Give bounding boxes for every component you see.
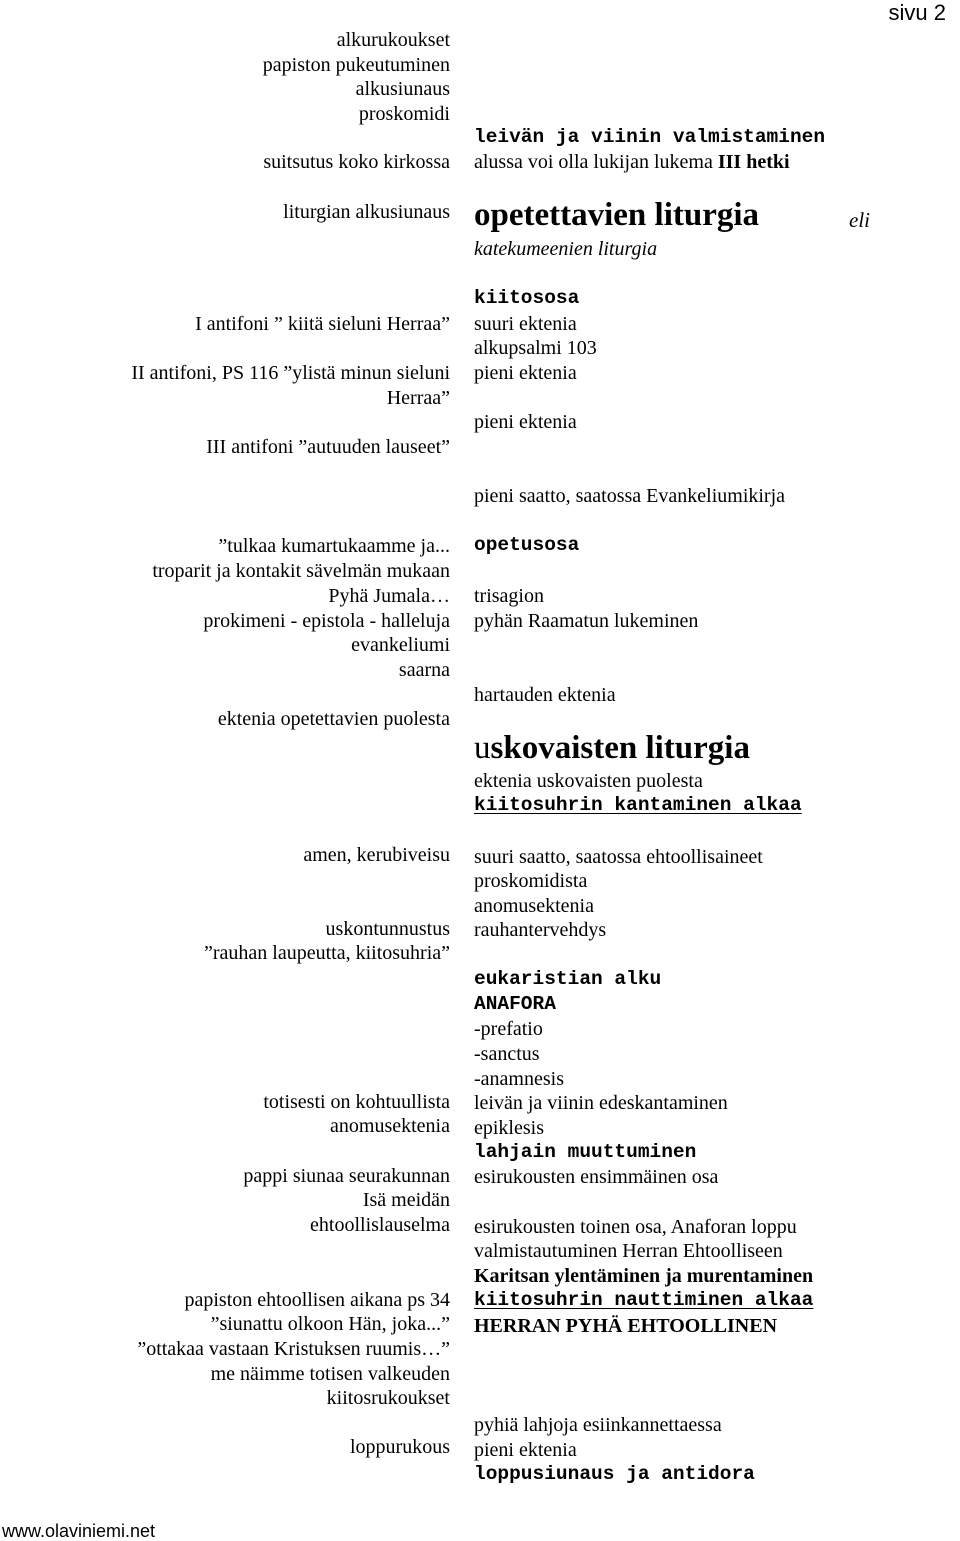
- herran-heading: HERRAN PYHÄ EHTOOLLINEN: [474, 1315, 778, 1337]
- left-item: me näimme totisen valkeuden: [210, 1363, 450, 1385]
- left-item: papiston pukeutuminen: [262, 54, 450, 76]
- right-item: suuri ektenia: [474, 313, 577, 335]
- left-item: suitsutus koko kirkossa: [263, 151, 450, 173]
- left-item: I antifoni ” kiitä sieluni Herraa”: [195, 313, 450, 335]
- right-item: alkupsalmi 103: [474, 337, 597, 359]
- right-item: pyhiä lahjoja esiinkannettaessa: [474, 1414, 722, 1436]
- right-item: proskomidista: [474, 870, 588, 892]
- left-item: loppurukous: [350, 1436, 450, 1458]
- kiitosuhrin-alkaa: kiitosuhrin kantaminen alkaa: [474, 794, 802, 816]
- left-item: Herraa”: [386, 387, 450, 409]
- left-item: ektenia opetettavien puolesta: [217, 708, 450, 730]
- left-item: kiitosrukoukset: [326, 1387, 450, 1409]
- eukaristian-heading: eukaristian alku: [474, 968, 662, 990]
- right-item: hartauden ektenia: [474, 684, 616, 706]
- left-item: ”siunattu olkoon Hän, joka...”: [210, 1313, 450, 1335]
- right-item: suuri saatto, saatossa ehtoollisaineet: [474, 846, 763, 868]
- muuttuminen-heading: lahjain muuttuminen: [474, 1141, 697, 1163]
- left-item: papiston ehtoollisen aikana ps 34: [184, 1289, 450, 1311]
- page-number: sivu 2: [888, 0, 946, 25]
- left-item: amen, kerubiveisu: [303, 844, 450, 866]
- karitsan-heading: Karitsan ylentäminen ja murentaminen: [474, 1265, 814, 1287]
- eli-label: eli: [849, 208, 870, 232]
- prep-note-bold: III hetki: [717, 151, 790, 173]
- right-item: pieni ektenia: [474, 1439, 577, 1461]
- left-item: saarna: [398, 659, 450, 681]
- right-item: rauhantervehdys: [474, 919, 607, 941]
- faithful-title: [474, 732, 750, 765]
- right-item: -anamnesis: [474, 1068, 564, 1090]
- right-item: ektenia uskovaisten puolesta: [474, 770, 703, 792]
- anafora-heading: ANAFORA: [474, 993, 556, 1015]
- left-item: III antifoni ”autuuden lauseet”: [206, 436, 450, 458]
- left-item: ehtoollislauselma: [310, 1214, 450, 1236]
- prep-note-text: alussa voi olla lukijan lukema: [474, 151, 718, 173]
- left-item: totisesti on kohtuullista: [263, 1091, 450, 1113]
- left-item: ”ottakaa vastaan Kristuksen ruumis…”: [137, 1338, 450, 1360]
- left-item: Pyhä Jumala…: [328, 585, 450, 607]
- right-item: anomusektenia: [474, 895, 594, 917]
- left-item: Isä meidän: [362, 1189, 450, 1211]
- right-item: valmistautuminen Herran Ehtoolliseen: [474, 1240, 783, 1262]
- footer-url: www.olaviniemi.net: [2, 1521, 156, 1541]
- left-item: II antifoni, PS 116 ”ylistä minun sieluni: [131, 362, 450, 384]
- catechumens-title: opetettavien liturgia: [474, 197, 760, 233]
- right-item: trisagion: [474, 585, 544, 607]
- right-item: esirukousten ensimmäinen osa: [474, 1166, 719, 1188]
- right-item: pyhän Raamatun lukeminen: [474, 610, 699, 632]
- prep-title: leivän ja viinin valmistaminen: [474, 126, 826, 148]
- left-item: alkurukoukset: [336, 29, 450, 51]
- left-item: alkusiunaus: [355, 78, 450, 100]
- opetusosa-heading: opetusosa: [474, 534, 580, 556]
- right-item: -prefatio: [474, 1018, 543, 1040]
- right-item: esirukousten toinen osa, Anaforan loppu: [474, 1216, 797, 1238]
- right-item: -sanctus: [474, 1043, 540, 1065]
- left-item: evankeliumi: [351, 634, 450, 656]
- left-item: pappi siunaa seurakunnan: [243, 1165, 450, 1187]
- left-item: liturgian alkusiunaus: [283, 201, 450, 223]
- prep-note: [474, 152, 790, 172]
- loppusiunaus-heading: loppusiunaus ja antidora: [474, 1463, 755, 1485]
- left-item: uskontunnustus: [325, 918, 450, 940]
- left-item: prokimeni - epistola - halleluja: [203, 610, 450, 632]
- right-item: epiklesis: [474, 1117, 544, 1139]
- faithful-title-rest: skovaisten liturgia: [490, 730, 750, 766]
- left-item: proskomidi: [358, 103, 450, 125]
- right-item: pieni ektenia: [474, 411, 577, 433]
- right-item: leivän ja viinin edeskantaminen: [474, 1092, 728, 1114]
- left-item: anomusektenia: [330, 1115, 450, 1137]
- catechumens-subtitle: katekumeenien liturgia: [474, 238, 658, 260]
- left-item: ”rauhan laupeutta, kiitosuhria”: [203, 942, 450, 964]
- kiitososa-heading: kiitososa: [474, 287, 580, 309]
- right-item: pieni ektenia: [474, 362, 577, 384]
- left-item: troparit ja kontakit sävelmän mukaan: [152, 560, 450, 582]
- left-item: ”tulkaa kumartukaamme ja...: [218, 535, 450, 557]
- right-item: pieni saatto, saatossa Evankeliumikirja: [474, 485, 786, 507]
- nauttiminen-heading: kiitosuhrin nauttiminen alkaa: [474, 1289, 814, 1311]
- faithful-title-first: u: [474, 730, 491, 766]
